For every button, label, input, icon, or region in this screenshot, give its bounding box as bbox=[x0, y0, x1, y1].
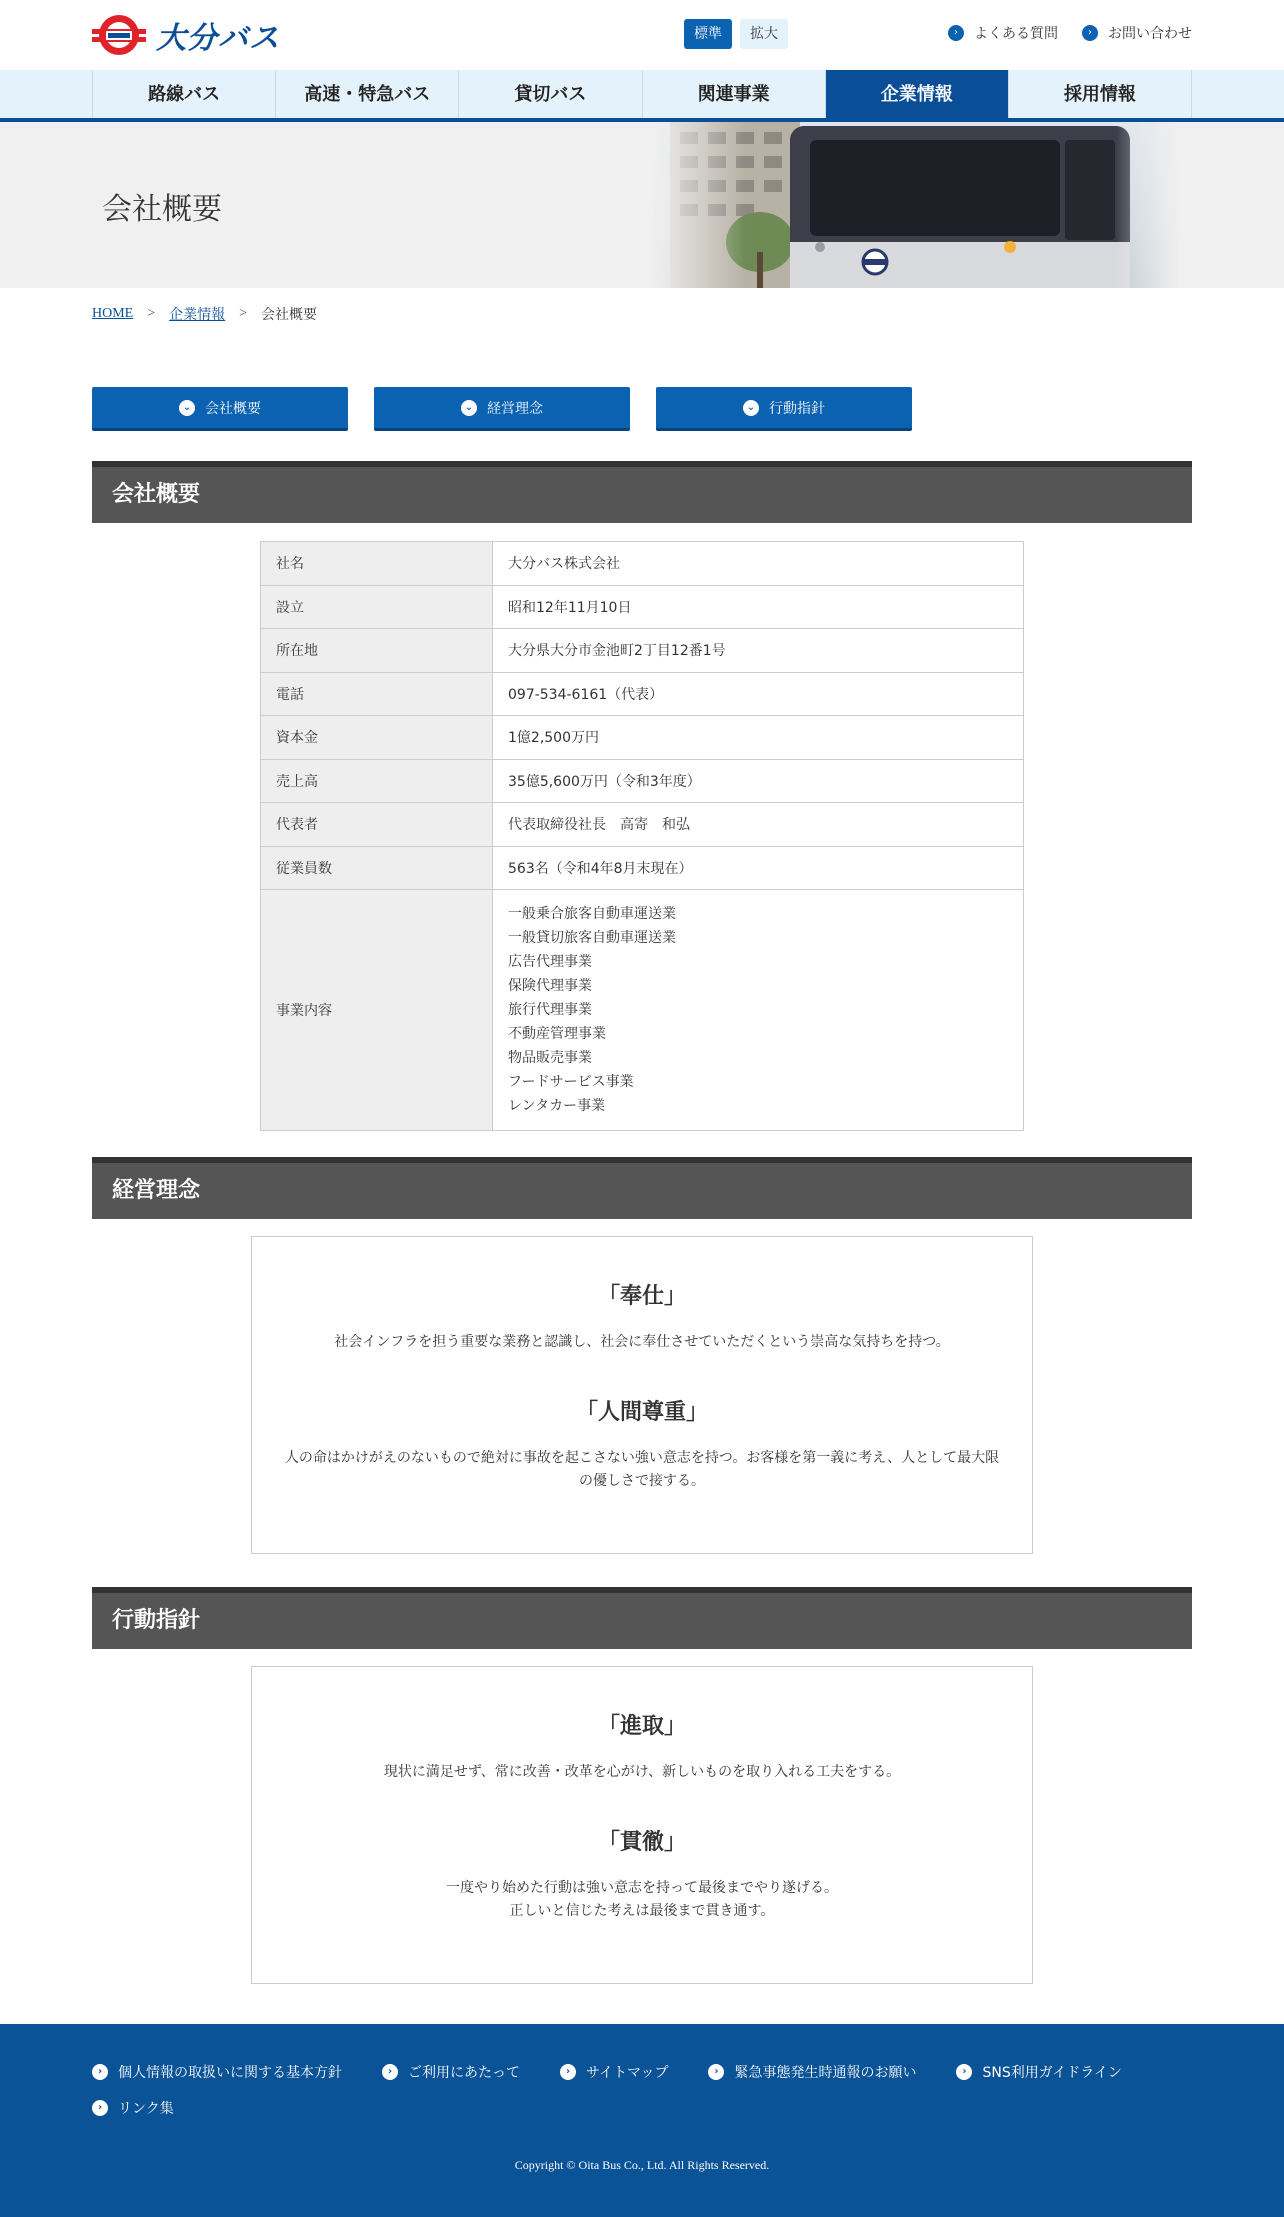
chevron-right-icon: › bbox=[92, 2064, 108, 2080]
company-info-table bbox=[260, 541, 1024, 1131]
breadcrumb-separator: > bbox=[147, 306, 156, 321]
table-row bbox=[261, 585, 1024, 629]
copyright: Copyright © Oita Bus Co., Ltd. All Rights Reserved. bbox=[514, 2158, 770, 2172]
list-item: 旅行代理事業 bbox=[508, 1002, 592, 1018]
site-header bbox=[0, 0, 1284, 70]
philosophy-text-respect: 人の命はかけがえのないもので絶対に事故を起こさない強い意志を持つ。お客様を第一義に考え、人として最大限の優しさで接する。 bbox=[284, 1450, 1000, 1489]
contact-link-label: お問い合わせ bbox=[1108, 26, 1192, 42]
page-hero bbox=[0, 122, 1284, 288]
footer-link-terms[interactable] bbox=[382, 2062, 520, 2082]
logo-text: 大分バス bbox=[156, 21, 280, 56]
nav-highway-bus[interactable]: 高速・特急バス bbox=[276, 70, 459, 118]
row-label: 社名 bbox=[261, 542, 493, 586]
table-row bbox=[261, 716, 1024, 760]
table-row bbox=[261, 629, 1024, 673]
guideline-text-accomplish-1: 一度やり始めた行動は強い意志を持って最後までやり遂げる。 bbox=[446, 1880, 838, 1896]
philosophy-title-service: 「奉仕」 bbox=[597, 1284, 686, 1309]
list-item: 物品販売事業 bbox=[508, 1050, 592, 1066]
footer-link-sitemap[interactable] bbox=[560, 2062, 668, 2082]
row-label: 電話 bbox=[261, 672, 493, 716]
list-item: 一般貸切旅客自動車運送業 bbox=[508, 930, 676, 946]
footer-link-emergency[interactable] bbox=[708, 2062, 916, 2082]
breadcrumb-separator: > bbox=[239, 306, 248, 321]
table-row bbox=[261, 846, 1024, 890]
guidelines-box bbox=[251, 1666, 1033, 1984]
hero-bus-image bbox=[650, 122, 1180, 288]
philosophy-box bbox=[251, 1236, 1033, 1554]
list-item: 不動産管理事業 bbox=[508, 1026, 606, 1042]
global-nav bbox=[0, 70, 1284, 122]
anchor-philosophy-label: 経営理念 bbox=[487, 400, 543, 417]
breadcrumb-current: 会社概要 bbox=[261, 308, 318, 323]
faq-link-label: よくある質問 bbox=[974, 26, 1058, 42]
philosophy-title-respect: 「人間尊重」 bbox=[575, 1400, 708, 1425]
page-anchor-nav bbox=[92, 387, 912, 431]
faq-link[interactable] bbox=[948, 23, 1058, 43]
table-row bbox=[261, 542, 1024, 586]
chevron-down-icon: ⌄ bbox=[743, 400, 759, 416]
list-item: 一般乗合旅客自動車運送業 bbox=[508, 906, 676, 922]
guideline-title-progress: 「進取」 bbox=[597, 1714, 686, 1739]
footer-link-sns-guideline[interactable] bbox=[956, 2062, 1121, 2082]
row-label: 代表者 bbox=[261, 803, 493, 847]
nav-recruit[interactable]: 採用情報 bbox=[1009, 70, 1192, 118]
list-item: 広告代理事業 bbox=[508, 954, 592, 970]
table-row bbox=[261, 803, 1024, 847]
guideline-title-accomplish: 「貫徹」 bbox=[597, 1830, 686, 1855]
list-item: レンタカー事業 bbox=[508, 1098, 606, 1114]
footer-link-links[interactable] bbox=[92, 2098, 174, 2118]
guideline-text-progress: 現状に満足せず、常に改善・改革を心がけ、新しいものを取り入れる工夫をする。 bbox=[383, 1764, 901, 1780]
row-value: 1億2,500万円 bbox=[493, 716, 1024, 760]
breadcrumb-parent-link[interactable]: 企業情報 bbox=[169, 308, 226, 323]
contact-link[interactable] bbox=[1082, 23, 1192, 43]
table-row bbox=[261, 890, 1024, 1131]
anchor-overview-button[interactable] bbox=[92, 387, 348, 431]
site-footer bbox=[0, 2024, 1284, 2217]
row-value: 35億5,600万円（令和3年度） bbox=[493, 759, 1024, 803]
footer-link-label: 個人情報の取扱いに関する基本方針 bbox=[118, 2065, 342, 2081]
chevron-right-icon: › bbox=[92, 2100, 108, 2116]
row-value: 大分県大分市金池町2丁目12番1号 bbox=[493, 629, 1024, 673]
footer-link-label: ご利用にあたって bbox=[408, 2065, 520, 2081]
chevron-right-icon: › bbox=[1082, 25, 1098, 41]
row-value: 563名（令和4年8月末現在） bbox=[493, 846, 1024, 890]
font-size-standard-button[interactable]: 標準 bbox=[684, 19, 732, 49]
section-heading-overview: 会社概要 bbox=[92, 461, 1192, 523]
chevron-right-icon: › bbox=[560, 2064, 576, 2080]
header-links bbox=[948, 23, 1192, 43]
footer-link-label: 緊急事態発生時通報のお願い bbox=[734, 2065, 917, 2081]
footer-link-privacy[interactable] bbox=[92, 2062, 342, 2082]
footer-link-label: リンク集 bbox=[118, 2101, 174, 2117]
section-heading-guidelines: 行動指針 bbox=[92, 1587, 1192, 1649]
row-label: 事業内容 bbox=[261, 890, 493, 1131]
nav-charter-bus[interactable]: 貸切バス bbox=[459, 70, 642, 118]
page-title: 会社概要 bbox=[102, 192, 222, 227]
business-list-cell bbox=[493, 890, 1024, 1131]
nav-related-business[interactable]: 関連事業 bbox=[643, 70, 826, 118]
font-size-large-button[interactable]: 拡大 bbox=[740, 19, 788, 49]
row-label: 所在地 bbox=[261, 629, 493, 673]
table-row bbox=[261, 672, 1024, 716]
breadcrumb-home-link[interactable]: HOME bbox=[92, 306, 134, 321]
chevron-right-icon: › bbox=[948, 25, 964, 41]
breadcrumb bbox=[92, 304, 317, 324]
font-size-switch bbox=[684, 19, 788, 49]
list-item: フードサービス事業 bbox=[508, 1074, 634, 1090]
row-value: 代表取締役社長 高寄 和弘 bbox=[493, 803, 1024, 847]
nav-corporate-info[interactable]: 企業情報 bbox=[826, 70, 1009, 118]
chevron-down-icon: ⌄ bbox=[179, 400, 195, 416]
row-value: 昭和12年11月10日 bbox=[493, 585, 1024, 629]
footer-link-label: サイトマップ bbox=[586, 2065, 669, 2081]
philosophy-text-service: 社会インフラを担う重要な業務と認識し、社会に奉仕させていただくという崇高な気持ちを持つ。 bbox=[334, 1334, 950, 1350]
anchor-guidelines-label: 行動指針 bbox=[769, 400, 825, 417]
table-row bbox=[261, 759, 1024, 803]
row-value: 大分バス株式会社 bbox=[493, 542, 1024, 586]
chevron-right-icon: › bbox=[382, 2064, 398, 2080]
anchor-guidelines-button[interactable] bbox=[656, 387, 912, 431]
footer-links bbox=[92, 2062, 1192, 2118]
nav-route-bus[interactable]: 路線バス bbox=[93, 70, 276, 118]
guideline-text-accomplish-2: 正しいと信じた考えは最後まで貫き通す。 bbox=[509, 1903, 775, 1919]
logo-mark-icon bbox=[92, 14, 146, 56]
site-logo[interactable] bbox=[92, 12, 280, 58]
row-label: 資本金 bbox=[261, 716, 493, 760]
section-heading-philosophy: 経営理念 bbox=[92, 1157, 1192, 1219]
row-label: 設立 bbox=[261, 585, 493, 629]
list-item: 保険代理事業 bbox=[508, 978, 592, 994]
row-value: 097-534-6161（代表） bbox=[493, 672, 1024, 716]
anchor-philosophy-button[interactable] bbox=[374, 387, 630, 431]
chevron-right-icon: › bbox=[708, 2064, 724, 2080]
chevron-down-icon: ⌄ bbox=[461, 400, 477, 416]
row-label: 売上高 bbox=[261, 759, 493, 803]
row-label: 従業員数 bbox=[261, 846, 493, 890]
anchor-overview-label: 会社概要 bbox=[205, 400, 261, 417]
chevron-right-icon: › bbox=[956, 2064, 972, 2080]
footer-link-label: SNS利用ガイドライン bbox=[982, 2065, 1122, 2081]
